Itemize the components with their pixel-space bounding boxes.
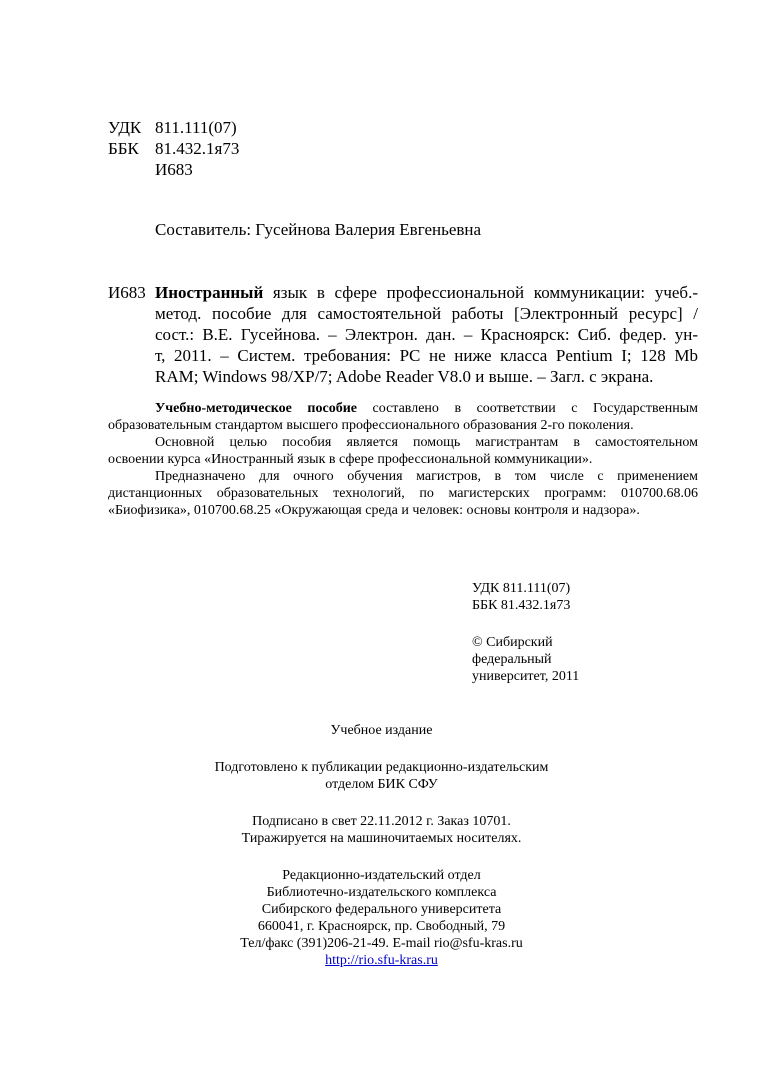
annotation-p1-line-2: образовательным стандартом высшего профессионального образования 2-го поколения. xyxy=(108,418,634,433)
publisher-line-1: Редакционно-издательский отдел xyxy=(282,868,481,883)
author-sign: И683 xyxy=(155,160,193,179)
copyright-block xyxy=(472,634,579,685)
annotation-p2-line-1: Основной целью пособия является помощь магистрантам в самостоятельном xyxy=(155,435,698,450)
copyright-line-1: © Сибирский xyxy=(472,635,553,650)
website-link[interactable]: http://rio.sfu-kras.ru xyxy=(325,953,438,968)
media-line: Тиражируется на машиночитаемых носителях. xyxy=(241,831,522,846)
right-udk: УДК 811.111(07) xyxy=(472,581,571,596)
annotation-bold-lead: Учебно-методическое пособие xyxy=(155,401,357,416)
annotation-p3-line-3: «Биофизика», 010700.68.25 «Окружающая среда и человек: основы контроля и надзора». xyxy=(108,503,640,518)
website-row xyxy=(0,952,763,969)
annotation xyxy=(108,400,698,519)
bbk-label: ББК xyxy=(108,139,139,158)
compiler-line: Составитель: Гусейнова Валерия Евгеньевна xyxy=(155,220,482,239)
copyright-line-2: федеральный xyxy=(472,652,552,667)
annotation-p3-line-2: дистанционных образовательных технологий, по магистерских программ: 010700.68.06 xyxy=(108,486,698,501)
edition-type: Учебное издание xyxy=(330,723,433,738)
biblio-line-1 xyxy=(155,282,698,303)
classification-codes xyxy=(108,117,239,180)
biblio-line-4: т, 2011. – Систем. требования: PC не ниже класса Pentium I; 128 Mb xyxy=(155,346,698,365)
publisher-line-2: Библиотечно-издательского комплекса xyxy=(266,885,497,900)
annotation-p1-line-1-rest: составлено в соответствии с Государственным xyxy=(356,401,698,416)
annotation-p2-line-2: освоении курса «Иностранный язык в сфере профессиональной коммуникации». xyxy=(108,452,593,467)
annotation-paragraph-2 xyxy=(108,434,698,468)
publisher-line-3: Сибирского федерального университета xyxy=(261,902,502,917)
bbk-row xyxy=(108,138,239,159)
author-sign-row xyxy=(108,159,239,180)
udk-row xyxy=(108,117,239,138)
imprint-block xyxy=(0,722,763,969)
contacts-line: Тел/факс (391)206-21-49. E-mail rio@sfu-kras.ru xyxy=(240,936,523,951)
bbk-value: 81.432.1я73 xyxy=(155,139,240,158)
biblio-line-3: сост.: В.Е. Гусейнова. – Электрон. дан. – Красноярск: Сиб. федер. ун- xyxy=(155,325,698,344)
annotation-paragraph-1 xyxy=(108,400,698,434)
udk-value: 811.111(07) xyxy=(155,118,237,137)
prepared-line-2: отделом БИК СФУ xyxy=(325,777,438,792)
prepared-line-1: Подготовлено к публикации редакционно-издательским xyxy=(214,760,549,775)
biblio-line-5: RAM; Windows 98/XP/7; Adobe Reader V8.0 и выше. – Загл. с экрана. xyxy=(155,367,654,386)
biblio-body xyxy=(155,282,698,387)
biblio-line-1-rest: язык в сфере профессиональной коммуникации: учеб.- xyxy=(263,283,698,302)
biblio-line-2: метод. пособие для самостоятельной работы [Электронный ресурс] / xyxy=(155,304,698,323)
right-classification-codes xyxy=(472,580,570,614)
address-line: 660041, г. Красноярск, пр. Свободный, 79 xyxy=(257,919,506,934)
copyright-line-3: университет, 2011 xyxy=(472,669,580,684)
biblio-author-sign: И683 xyxy=(108,283,146,302)
right-bbk: ББК 81.432.1я73 xyxy=(472,598,571,613)
udk-label: УДК xyxy=(108,118,142,137)
signed-line: Подписано в свет 22.11.2012 г. Заказ 10701. xyxy=(252,814,511,829)
annotation-p3-line-1: Предназначено для очного обучения магистров, в том числе с применением xyxy=(155,469,698,484)
annotation-p1-line-1 xyxy=(108,400,698,417)
annotation-paragraph-3 xyxy=(108,468,698,519)
biblio-title-bold: Иностранный xyxy=(155,283,264,302)
